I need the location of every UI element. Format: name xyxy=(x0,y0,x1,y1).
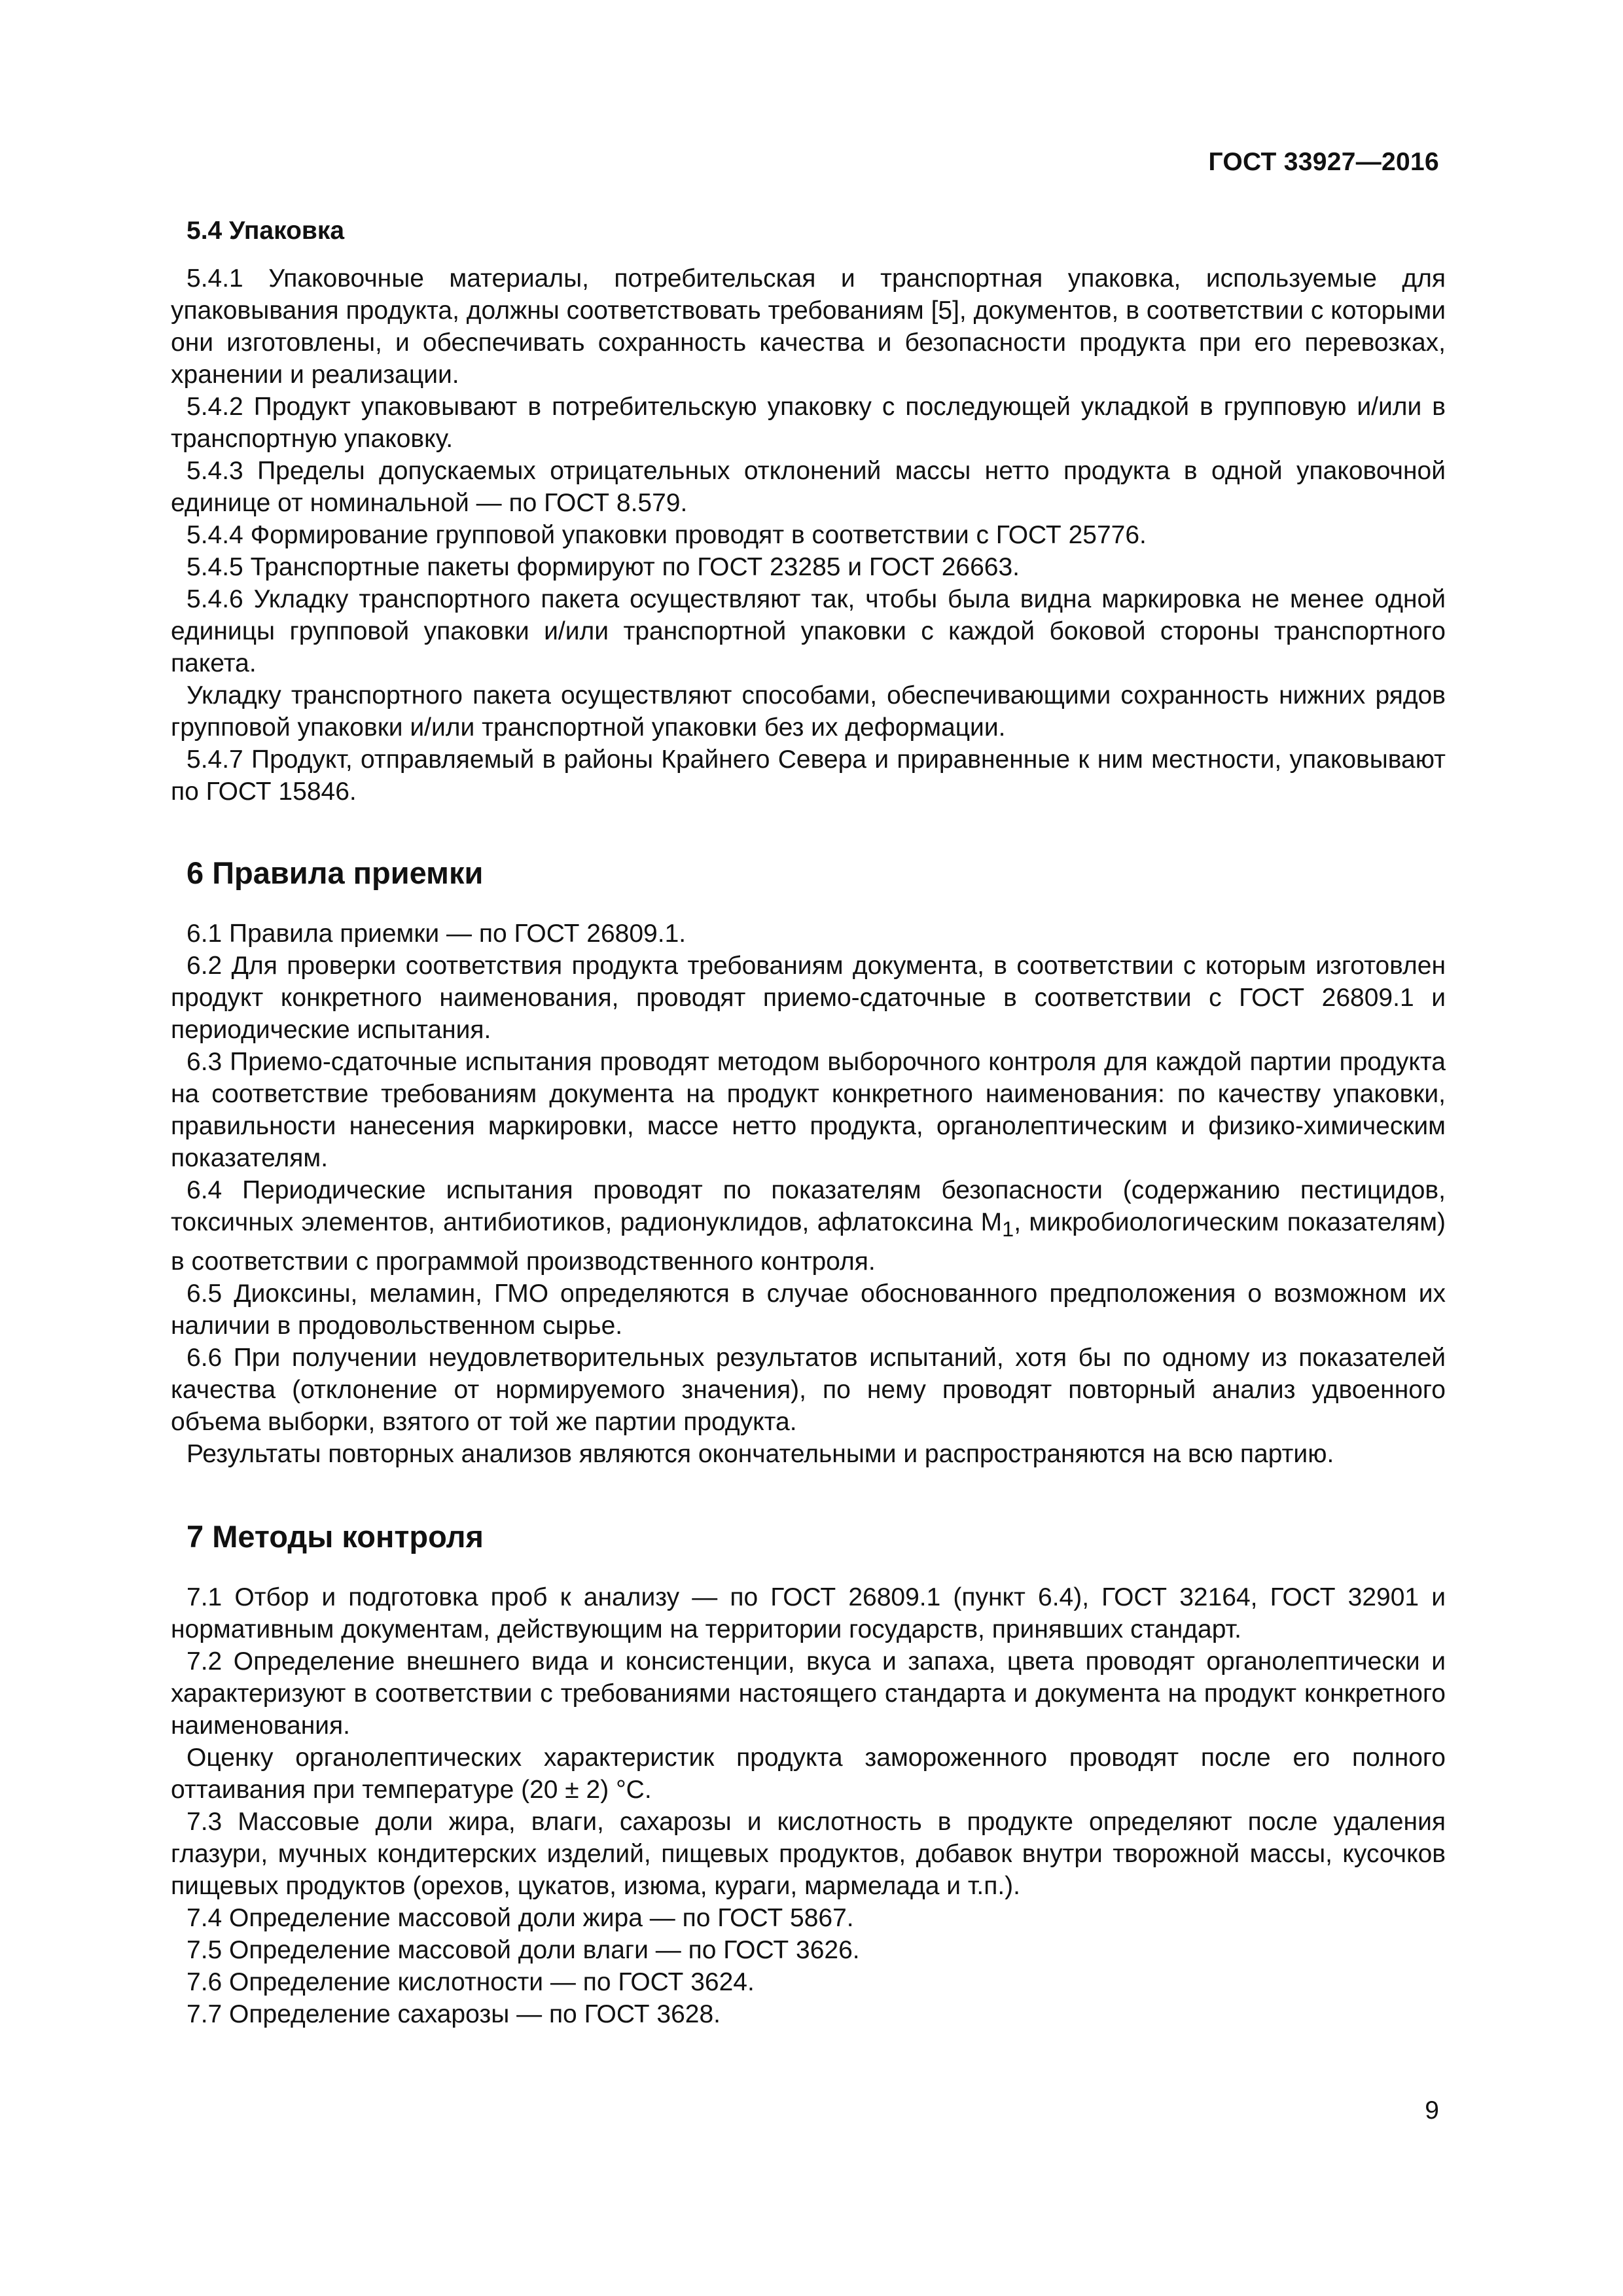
paragraph-6-4 xyxy=(171,1174,1446,1278)
paragraph-6-5: 6.5 Диоксины, меламин, ГМО определяются в случае обоснованного предположения о возможном их наличии в продовольственном сырье. xyxy=(171,1279,1446,1340)
paragraph-5-4-4: 5.4.4 Формирование групповой упаковки проводят в соответствии с ГОСТ 25776. xyxy=(187,521,1147,549)
paragraph-7-4: 7.4 Определение массовой доли жира — по ГОСТ 5867. xyxy=(187,1903,854,1932)
page-number: 9 xyxy=(1425,2096,1439,2125)
paragraph-7-2-continued: Оценку органолептических характеристик продукта замороженного проводят после его полного оттаивания при температуре (20 ± 2) °С. xyxy=(171,1743,1446,1804)
paragraph-7-7: 7.7 Определение сахарозы — по ГОСТ 3628. xyxy=(187,2000,721,2028)
paragraph-6-6-continued: Результаты повторных анализов являются окончательными и распространяются на всю партию. xyxy=(187,1439,1334,1468)
paragraph-5-4-7: 5.4.7 Продукт, отправляемый в районы Крайнего Севера и приравненные к ним местности, упаковывают по ГОСТ 15846. xyxy=(171,745,1446,806)
paragraph-5-4-6-continued: Укладку транспортного пакета осуществляют способами, обеспечивающими сохранность нижних рядов групповой упаковки и/или транспортной упаковки без их деформации. xyxy=(171,681,1446,742)
paragraph-6-1: 6.1 Правила приемки — по ГОСТ 26809.1. xyxy=(187,920,687,948)
paragraph-5-4-5: 5.4.5 Транспортные пакеты формируют по ГОСТ 23285 и ГОСТ 26663. xyxy=(187,553,1020,581)
paragraph-5-4-6: 5.4.6 Укладку транспортного пакета осуществляют так, чтобы была видна маркировка не менее одной единицы групповой упаковки и/или транспортной упаковки с каждой боковой стороны транспортного пакета. xyxy=(171,585,1446,677)
subsection-title-5-4: 5.4 Упаковка xyxy=(187,217,345,245)
subscript-1: 1 xyxy=(1002,1217,1014,1241)
paragraph-6-4-text-after: , микробиологическим показателям) в соответствии с программой производственного контроля. xyxy=(171,1208,1446,1276)
section-title-6: 6 Правила приемки xyxy=(187,855,484,890)
paragraph-6-3: 6.3 Приемо-сдаточные испытания проводят методом выборочного контроля для каждой партии продукта на соответствие требованиям документа на продукт конкретного наименования: по качеству упаковки, правильности нанесения маркировки, массе нетто продукта, органолептическим и физико-химическим показателям. xyxy=(171,1048,1446,1172)
paragraph-7-1: 7.1 Отбор и подготовка проб к анализу — по ГОСТ 26809.1 (пункт 6.4), ГОСТ 32164, ГОСТ 32901 и нормативным документам, действующим на территории государств, принявших стандарт. xyxy=(171,1583,1446,1643)
paragraph-7-6: 7.6 Определение кислотности — по ГОСТ 3624. xyxy=(187,1967,755,1996)
page-content xyxy=(171,215,1446,2030)
paragraph-6-4-text-before: 6.4 Периодические испытания проводят по показателям безопасности (содержанию пестицидов, токсичных элементов, антибиотиков, радионуклидов, афлатоксина М xyxy=(171,1176,1446,1236)
paragraph-5-4-3: 5.4.3 Пределы допускаемых отрицательных отклонений массы нетто продукта в одной упаковочной единице от номинальной — по ГОСТ 8.579. xyxy=(171,457,1446,517)
paragraph-7-5: 7.5 Определение массовой доли влаги — по ГОСТ 3626. xyxy=(187,1935,860,1964)
paragraph-5-4-2: 5.4.2 Продукт упаковывают в потребительскую упаковку с последующей укладкой в групповую и/или в транспортную упаковку. xyxy=(171,393,1446,453)
paragraph-6-6: 6.6 При получении неудовлетворительных результатов испытаний, хотя бы по одному из показателей качества (отклонение от нормируемого значения), по нему проводят повторный анализ удвоенного объема выборки, взятого от той же партии продукта. xyxy=(171,1343,1446,1436)
paragraph-7-3: 7.3 Массовые доли жира, влаги, сахарозы и кислотность в продукте определяют после удаления глазури, мучных кондитерских изделий, пищевых продуктов, добавок внутри творожной массы, кусочков пищевых продуктов (орехов, цукатов, изюма, кураги, мармелада и т.п.). xyxy=(171,1807,1446,1900)
section-title-7: 7 Методы контроля xyxy=(187,1518,484,1554)
paragraph-6-2: 6.2 Для проверки соответствия продукта требованиям документа, в соответствии с которым изготовлен продукт конкретного наименования, проводят приемо-сдаточные в соответствии с ГОСТ 26809.1 и периодические испытания. xyxy=(171,952,1446,1044)
document-code-header: ГОСТ 33927—2016 xyxy=(1208,148,1439,176)
paragraph-5-4-1: 5.4.1 Упаковочные материалы, потребительская и транспортная упаковка, используемые для упаковывания продукта, должны соответствовать требованиям [5], документов, в соответствии с которыми они изготовлены, и обеспечивать сохранность качества и безопасности продукта при его перевозках, хранении и реализации. xyxy=(171,264,1446,389)
paragraph-7-2: 7.2 Определение внешнего вида и консистенции, вкуса и запаха, цвета проводят органолептически и характеризуют в соответствии с требованиями настоящего стандарта и документа на продукт конкретного наименования. xyxy=(171,1647,1446,1740)
